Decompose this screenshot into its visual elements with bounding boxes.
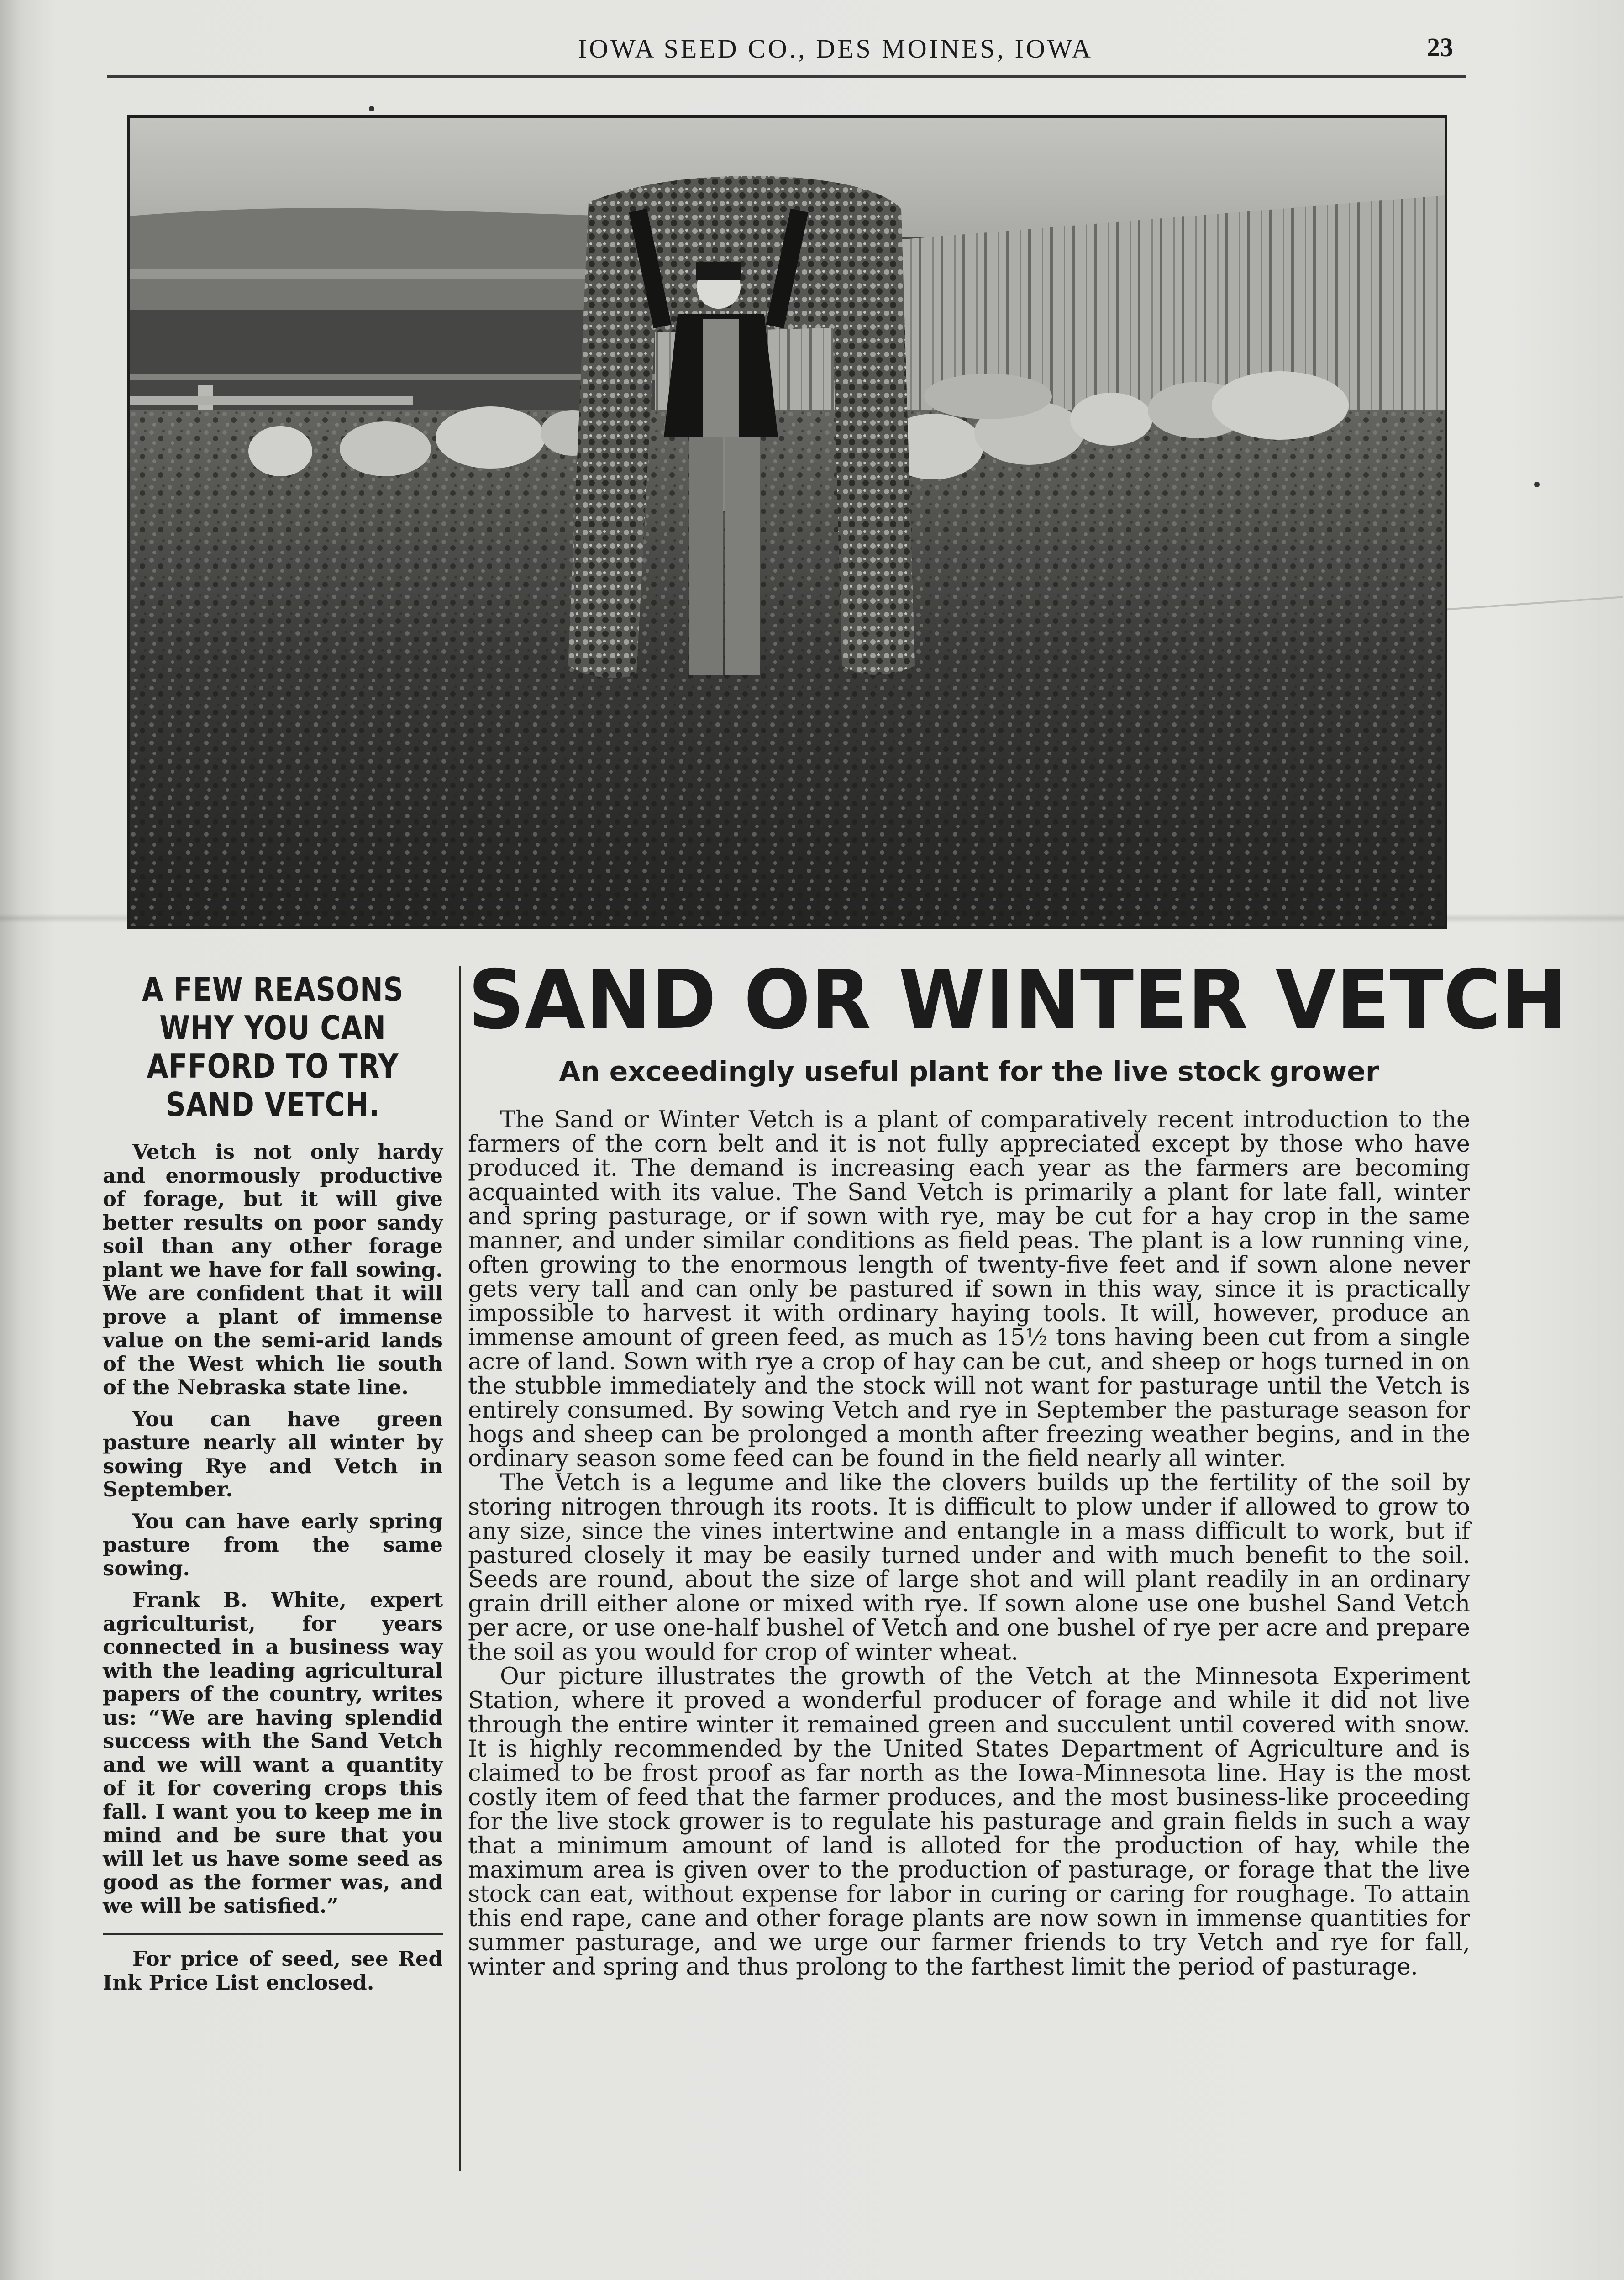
sidebar-heading: A FEW REASONS WHY YOU CAN AFFORD TO TRY SAND VETCH. bbox=[142, 970, 404, 1124]
header-title: IOWA SEED CO., DES MOINES, IOWA bbox=[578, 34, 1093, 63]
sidebar-divider bbox=[103, 1933, 443, 1935]
running-header bbox=[107, 25, 1466, 78]
sidebar-paragraph: You can have green pasture nearly all winter by sowing Rye and Vetch in September. bbox=[103, 1406, 443, 1501]
article-paragraph: The Sand or Winter Vetch is a plant of comparatively recent introduction to the farmers of the corn belt and it is not fully appreciated except by those who have produced it. The demand is increasing each year as the farmers are becoming acquainted with its value. The Sand Vetch is primarily a plant for late fall, winter and spring pasturage, or if sown with rye, may be cut for a hay crop in the same manner, and under similar conditions as field peas. The plant is a low running vine, often growing to the enormous length of twenty-five feet and if sown alone never gets very tall and can only be pastured if sown in this way, since it is practically impossible to harvest it with ordinary haying tools. It will, however, produce an immense amount of green feed, as much as 15½ tons having been cut from a single acre of land. Sown with rye a crop of hay can be cut, and sheep or hogs turned in on the stubble immediately and the stock will not want for pasturage until the Vetch is entirely consumed. By sowing Vetch and rye in September the pasturage season for hogs and sheep can be prolonged a month after freezing weather begins, and in the ordinary season some feed can be found in the field nearly all winter. bbox=[468, 1106, 1470, 1472]
main-article bbox=[468, 953, 1567, 1980]
vetch-photograph bbox=[127, 115, 1447, 929]
page-number: 23 bbox=[1427, 32, 1453, 62]
article-headline: SAND OR WINTER VETCH bbox=[468, 953, 1567, 1047]
ink-speck bbox=[1534, 482, 1540, 487]
sidebar-column bbox=[103, 970, 443, 2002]
sidebar-paragraph: You can have early spring pasture from the same sowing. bbox=[103, 1509, 443, 1580]
ink-speck bbox=[369, 106, 374, 111]
article-subheading: An exceedingly useful plant for the live stock grower bbox=[559, 1056, 1379, 1088]
price-list-note: For price of seed, see Red Ink Price List enclosed. bbox=[103, 1947, 443, 1995]
column-divider bbox=[459, 966, 461, 2171]
article-paragraph: Our picture illustrates the growth of the Vetch at the Minnesota Experiment Station, where it proved a wonderful producer of forage and while it did not live through the entire winter it remained green and succulent until covered with snow. It is highly recommended by the United States Department of Agriculture and is claimed to be frost proof as far north as the Iowa-Minnesota line. Hay is the most costly item of feed that the farmer produces, and the most business-like proceeding for the live stock grower is to regulate his pasturage and grain fields in such a way that a minimum amount of land is alloted for the production of hay, while the maximum area is given over to the production of pasturage, or forage that the live stock can eat, without expense for labor in curing or caring for roughage. To attain this end rape, cane and other forage plants are now sown in immense quantities for summer pasturage, and we urge our farmer friends to try Vetch and rye for fall, winter and spring and thus prolong to the farthest limit the period of pasturage. bbox=[468, 1663, 1470, 1980]
article-paragraph: The Vetch is a legume and like the clovers builds up the fertility of the soil by storing nitrogen through its roots. It is difficult to plow under if allowed to grow to any size, since the vines intertwine and entangle in a mass difficult to work, but if pastured closely it may be easily turned under and with much benefit to the soil. Seeds are round, about the size of large shot and will plant readily in an ordinary grain drill either alone or mixed with rye. If sown alone use one bushel Sand Vetch per acre, or use one-half bushel of Vetch and one bushel of rye per acre and prepare the soil as you would for crop of winter wheat. bbox=[468, 1469, 1470, 1666]
sidebar-paragraph: Frank B. White, expert agriculturist, for years connected in a business way with the leading agricultural papers of the country, writes us: “We are having splendid success with the Sand Vetch and we will want a quantity of it for covering crops this fall. I want you to keep me in mind and be sure that you will let us have some seed as good as the former was, and we will be satisfied.” bbox=[103, 1588, 443, 1918]
sidebar-paragraph: Vetch is not only hardy and enormously productive of forage, but it will give better results on poor sandy soil than any other forage plant we have for fall sowing. We are confident that it will prove a plant of immense value on the semi-arid lands of the West which lie south of the Nebraska state line. bbox=[103, 1140, 443, 1399]
photo-illustration bbox=[130, 118, 1445, 926]
